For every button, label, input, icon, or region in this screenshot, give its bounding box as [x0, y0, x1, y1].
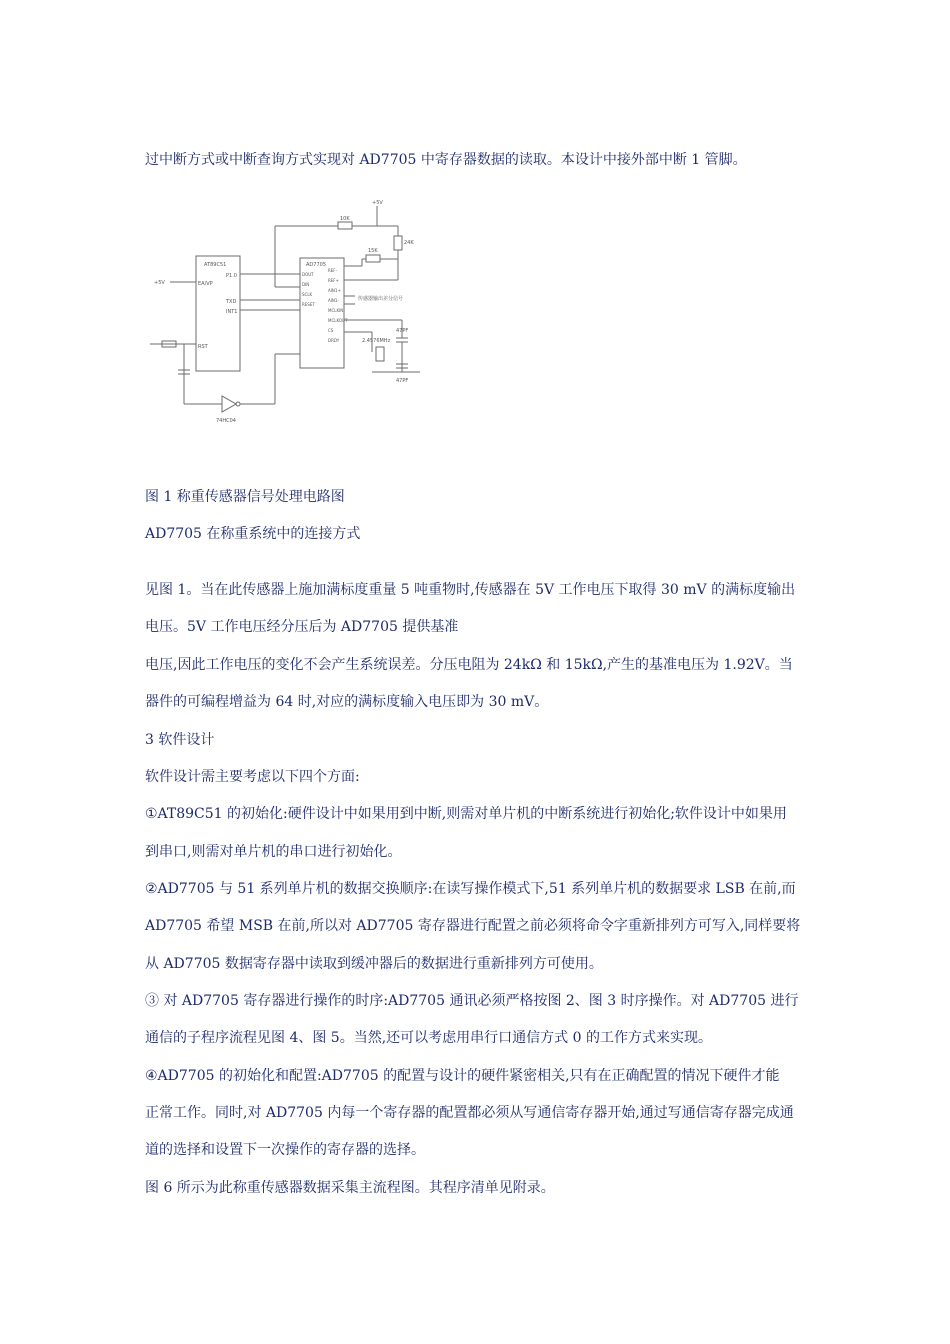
text-line-20: 图 6 所示为此称重传感器数据采集主流程图。其程序清单见附录。 — [145, 1180, 555, 1196]
pin-int: INT1 — [226, 309, 238, 315]
resistor-24k — [394, 236, 402, 250]
text-line-19: 道的选择和设置下一次操作的寄存器的选择。 — [145, 1142, 425, 1158]
text-line-17: ④AD7705 的初始化和配置:AD7705 的配置与设计的硬件紧密相关,只有在正确配置的情况下硬件才能 — [145, 1068, 780, 1084]
ad7705-pin-label: RESET — [302, 302, 315, 307]
vcc2-label: +5V — [154, 280, 165, 286]
pin-rst: RST — [198, 344, 208, 350]
inverter-gate — [222, 396, 236, 412]
text-line-5: 电压。5V 工作电压经分压后为 AD7705 提供基准 — [145, 619, 459, 635]
text-line-13: AD7705 希望 MSB 在前,所以对 AD7705 寄存器进行配置之前必须将命令字重新排列方可写入,同样要将 — [145, 918, 801, 934]
ad7705-pin-label: SCLK — [302, 292, 313, 297]
ad7705-pin-label: MCLKIN — [328, 308, 344, 313]
text-line-10: ①AT89C51 的初始化:硬件设计中如果用到中断,则需对单片机的中断系统进行初始化;软件设计中如果用 — [145, 806, 787, 822]
ad7705-pin-label: CS — [328, 328, 334, 333]
crystal-label: 2.4576MHz — [362, 338, 391, 344]
text-line-15: ③ 对 AD7705 寄存器进行操作的时序:AD7705 通讯必须严格按图 2、图 3 时序操作。对 AD7705 进行 — [145, 993, 799, 1009]
pin-p10: P1.0 — [226, 273, 237, 279]
sensor-label: 传感器输出差分信号 — [358, 296, 404, 302]
text-line-12: ②AD7705 与 51 系列单片机的数据交换顺序:在读写操作模式下,51 系列单片机的数据要求 LSB 在前,而 — [145, 881, 796, 897]
text-line-4: 见图 1。当在此传感器上施加满标度重量 5 吨重物时,传感器在 5V 工作电压下取得 30 mV 的满标度输出 — [145, 582, 796, 598]
cap2-label: 47PF — [396, 378, 409, 384]
r1-label: 10K — [340, 216, 350, 222]
text-line-14: 从 AD7705 数据寄存器中读取到缓冲器后的数据进行重新排列方可使用。 — [145, 956, 603, 972]
section-heading: AD7705 在称重系统中的连接方式 — [145, 526, 361, 542]
resistor-15k — [366, 255, 380, 262]
pin-ea: EA/VP — [198, 281, 213, 287]
text-line-7: 器件的可编程增益为 64 时,对应的满标度输入电压即为 30 mV。 — [145, 694, 549, 710]
crystal — [376, 347, 384, 361]
cap1-label: 47PF — [396, 328, 409, 334]
resistor-10k — [338, 222, 352, 229]
text-line-16: 通信的子程序流程见图 4、图 5。当然,还可以考虑用串行口通信方式 0 的工作方式来实现。 — [145, 1030, 712, 1046]
ad7705-pin-label: DOUT — [302, 272, 314, 277]
pin-txd: TXD — [226, 299, 237, 305]
text-line-11: 到串口,则需对单片机的串口进行初始化。 — [145, 844, 402, 860]
ad7705-pin-label: DIN — [302, 282, 310, 287]
text-line-9: 软件设计需主要考虑以下四个方面: — [145, 769, 360, 785]
ad7705-pin-label: REF+ — [328, 278, 339, 283]
r2-label: 15K — [368, 248, 378, 254]
r3-label: 24K — [404, 240, 414, 246]
chip2-label: AD7705 — [306, 262, 326, 268]
ad7705-pin-label: DRDY — [328, 338, 340, 343]
ad7705-pin-label: MCLKOUT — [328, 318, 348, 323]
figure-caption: 图 1 称重传感器信号处理电路图 — [145, 489, 345, 505]
chip1-label: AT89C51 — [204, 262, 227, 268]
vcc-label: +5V — [372, 200, 383, 206]
text-line-18: 正常工作。同时,对 AD7705 内每一个寄存器的配置都必须从写通信寄存器开始,通过写通信寄存器完成通 — [145, 1105, 794, 1121]
section-title-software: 3 软件设计 — [145, 732, 215, 748]
inverter-label: 74HC04 — [216, 418, 236, 424]
circuit-diagram — [140, 192, 440, 424]
text-line-6: 电压,因此工作电压的变化不会产生系统误差。分压电阻为 24kΩ 和 15kΩ,产生的基准电压为 1.92V。当 — [145, 657, 793, 673]
ad7705-pin-label: AIN1+ — [328, 288, 341, 293]
ad7705-pin-label: REF- — [328, 268, 338, 273]
ad7705-pin-label: AIN1- — [328, 298, 339, 303]
text-line-1: 过中断方式或中断查询方式实现对 AD7705 中寄存器数据的读取。本设计中接外部中断 1 管脚。 — [145, 152, 747, 168]
